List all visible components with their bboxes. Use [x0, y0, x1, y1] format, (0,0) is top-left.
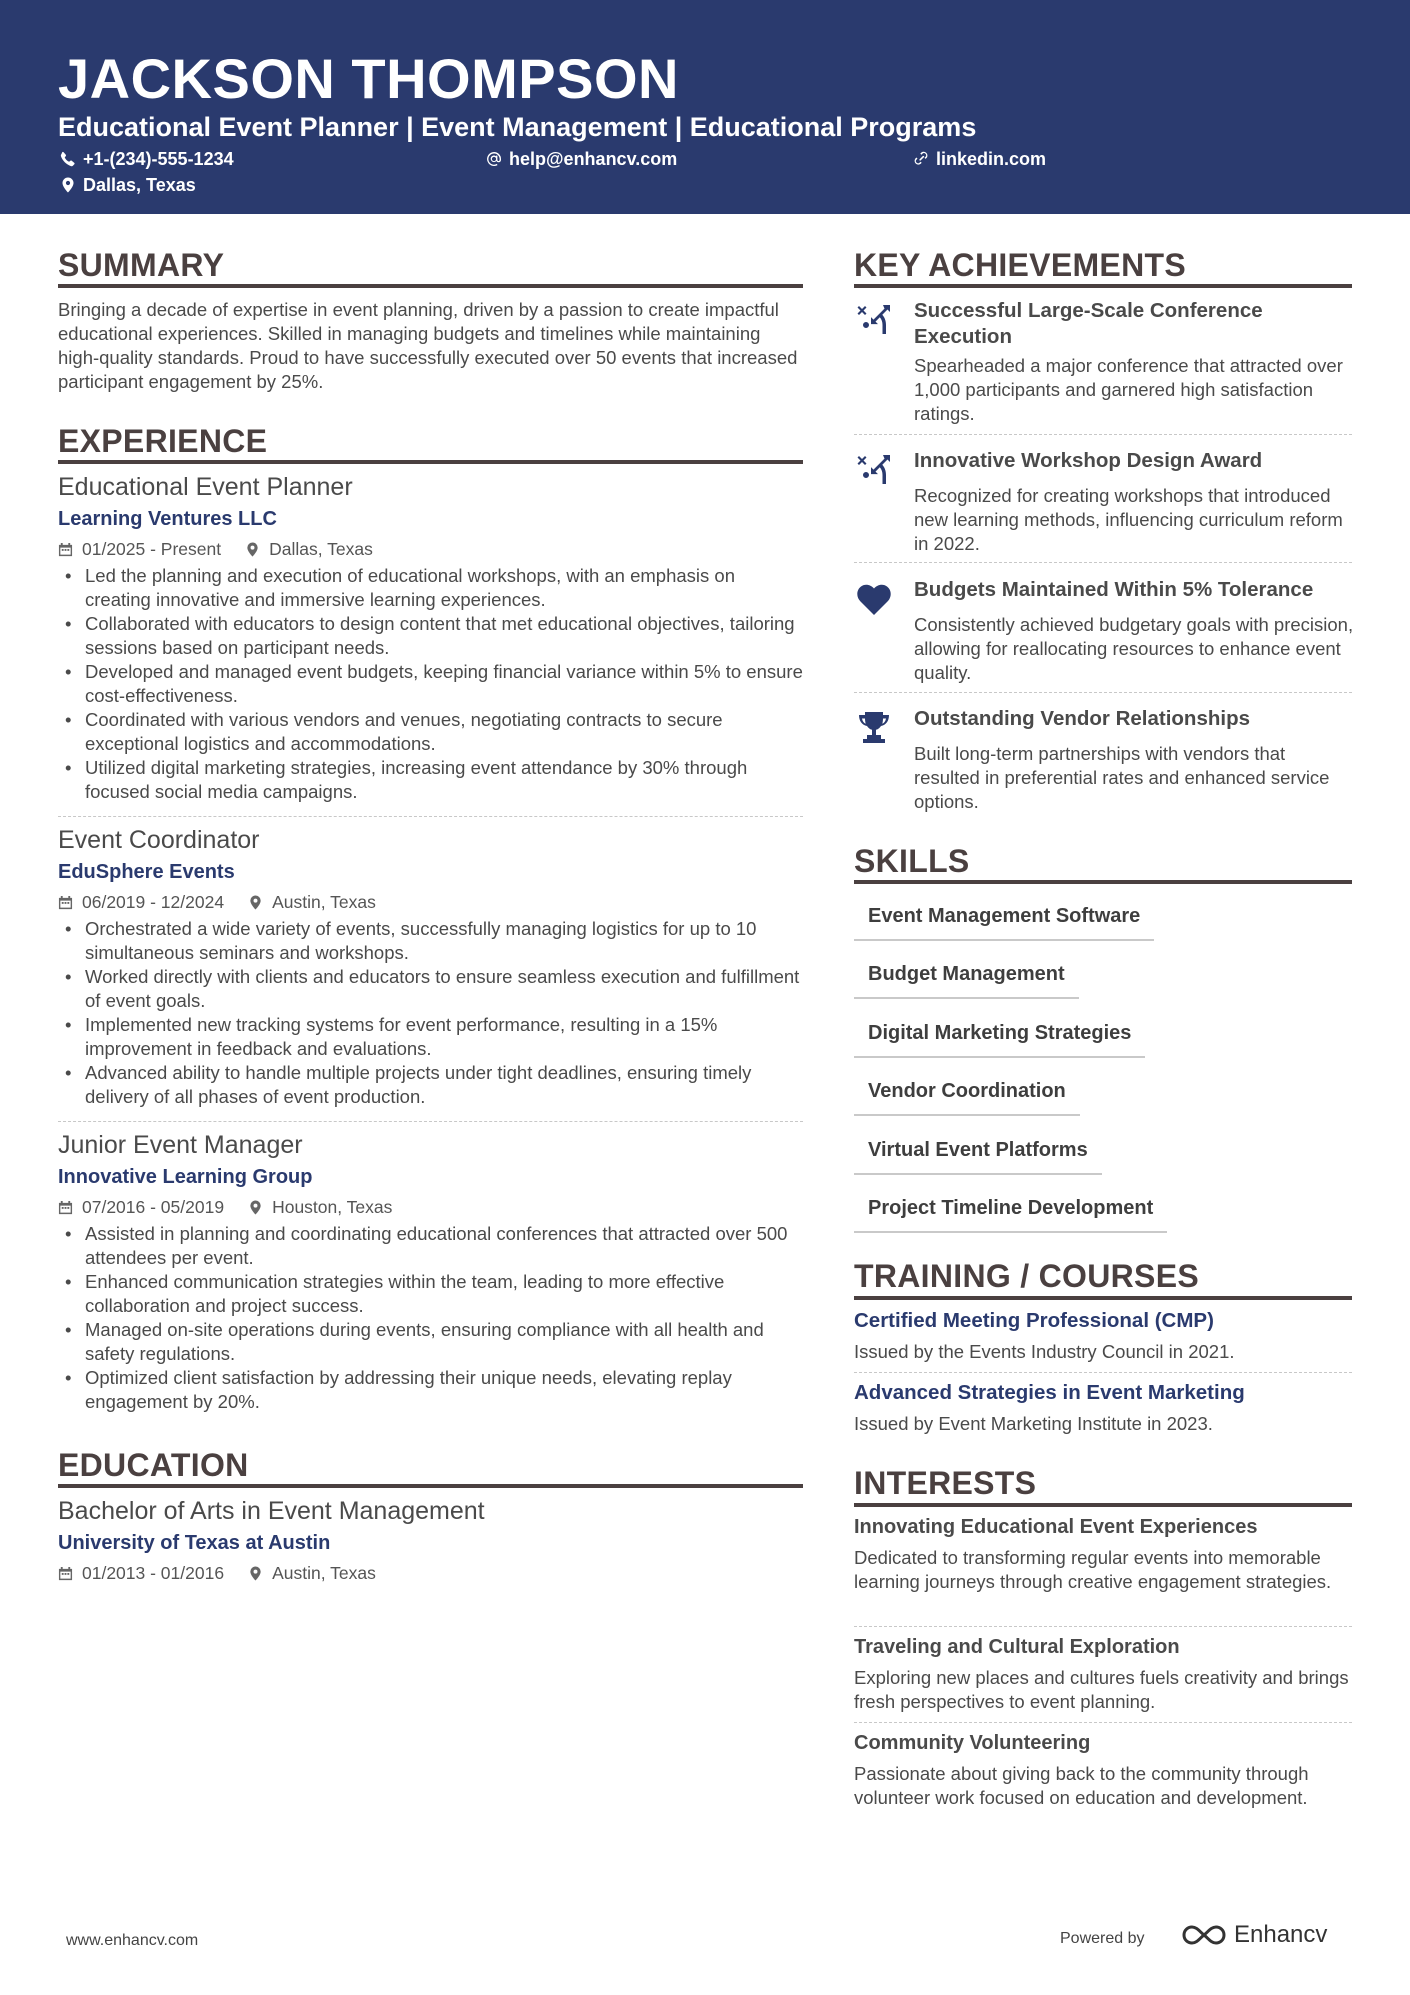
- achievement-item: [854, 577, 1354, 687]
- job-bullets: [58, 917, 803, 1109]
- interest-divider: [854, 1626, 1352, 1627]
- job-title: Educational Event Planner: [58, 473, 353, 501]
- education-heading: EDUCATION: [58, 1447, 249, 1483]
- achievement-item: [854, 298, 1354, 428]
- job-bullet: • Collaborated with educators to design content that met educational objectives, tailoring sessions based on participant needs.: [58, 612, 803, 660]
- location-text: Dallas, Texas: [83, 175, 196, 195]
- skill-tag: Budget Management: [854, 961, 1079, 999]
- education-dates: 01/2013 - 01/2016: [82, 1563, 225, 1583]
- job-bullet: • Developed and managed event budgets, keeping financial variance within 5% to ensure cost-effectiveness.: [58, 660, 803, 708]
- job-divider: [58, 816, 803, 817]
- interest-title: Community Volunteering: [854, 1732, 1091, 1754]
- achievement-desc: Built long-term partnerships with vendors that resulted in preferential rates and enhanced service options.: [914, 743, 1330, 812]
- achievement-divider: [854, 434, 1352, 435]
- job-location: Austin, Texas: [272, 892, 376, 912]
- summary-heading: SUMMARY: [58, 247, 225, 283]
- skill-tag: Event Management Software: [854, 903, 1154, 941]
- location-pin-icon: [248, 1566, 263, 1581]
- strategy-icon: [854, 300, 894, 340]
- achievement-divider: [854, 692, 1352, 693]
- job-bullet: • Orchestrated a wide variety of events, successfully managing logistics for up to 10 simultaneous seminars and workshops.: [58, 917, 803, 965]
- achievements-rule: [854, 284, 1352, 288]
- skills-rule: [854, 880, 1352, 884]
- experience-rule: [58, 460, 803, 464]
- job-bullet: • Optimized client satisfaction by addressing their unique needs, elevating replay engagement by 20%.: [58, 1366, 803, 1414]
- job-meta: [58, 538, 803, 560]
- achievement-desc: Consistently achieved budgetary goals with precision, allowing for reallocating resources to enhance event quality.: [914, 614, 1354, 683]
- phone-contact[interactable]: [60, 148, 234, 170]
- calendar-icon: [58, 1200, 73, 1215]
- job-meta: [58, 1196, 803, 1218]
- interests-rule: [854, 1503, 1352, 1507]
- at-icon: [486, 151, 502, 167]
- interest-title: Traveling and Cultural Exploration: [854, 1636, 1180, 1658]
- email-text: help@enhancv.com: [509, 149, 678, 169]
- job-bullet: • Led the planning and execution of educational workshops, with an emphasis on creating innovative and immersive learning experiences.: [58, 564, 803, 612]
- job-entry: [58, 472, 803, 804]
- interest-desc: Exploring new places and cultures fuels creativity and brings fresh perspectives to event planning.: [854, 1667, 1349, 1712]
- job-entry: [58, 1130, 803, 1414]
- calendar-icon: [58, 1566, 73, 1581]
- course-divider: [854, 1372, 1352, 1373]
- course-desc: Issued by Event Marketing Institute in 2023.: [854, 1413, 1213, 1434]
- skill-tag: Project Timeline Development: [854, 1195, 1167, 1233]
- job-company: Innovative Learning Group: [58, 1166, 313, 1188]
- achievement-divider: [854, 562, 1352, 563]
- education-rule: [58, 1484, 803, 1488]
- candidate-title: Educational Event Planner | Event Management | Educational Programs: [58, 112, 977, 142]
- experience-heading: EXPERIENCE: [58, 423, 268, 459]
- achievement-item: [854, 448, 1354, 558]
- interest-title: Innovating Educational Event Experiences: [854, 1516, 1258, 1538]
- summary-rule: [58, 284, 803, 288]
- enhancv-logo[interactable]: [1180, 1920, 1327, 1950]
- interest-desc: Passionate about giving back to the community through volunteer work focused on education and development.: [854, 1763, 1309, 1808]
- job-entry: [58, 825, 803, 1109]
- location-pin-icon: [60, 177, 76, 193]
- calendar-icon: [58, 542, 73, 557]
- education-location: Austin, Texas: [272, 1563, 376, 1583]
- heart-icon: [854, 579, 894, 619]
- achievement-item: [854, 706, 1354, 816]
- training-heading: TRAINING / COURSES: [854, 1258, 1199, 1294]
- phone-icon: [60, 151, 76, 167]
- location-pin-icon: [245, 542, 260, 557]
- interest-desc: Dedicated to transforming regular events into memorable learning journeys through creative engagement strategies.: [854, 1547, 1332, 1592]
- enhancv-logo-icon: [1180, 1920, 1228, 1950]
- job-company: Learning Ventures LLC: [58, 508, 277, 530]
- achievement-title: Budgets Maintained Within 5% Tolerance: [914, 578, 1314, 601]
- skill-tag: Digital Marketing Strategies: [854, 1020, 1145, 1058]
- training-rule: [854, 1296, 1352, 1300]
- job-location: Dallas, Texas: [269, 539, 373, 559]
- location-contact: [60, 174, 196, 196]
- job-bullets: [58, 1222, 803, 1414]
- skill-tag: Virtual Event Platforms: [854, 1137, 1102, 1175]
- job-bullet: • Implemented new tracking systems for event performance, resulting in a 15% improvement in feedback and evaluations.: [58, 1013, 803, 1061]
- job-dates: 06/2019 - 12/2024: [82, 892, 225, 912]
- interests-heading: INTERESTS: [854, 1465, 1037, 1501]
- course-title: Advanced Strategies in Event Marketing: [854, 1381, 1245, 1404]
- email-contact[interactable]: [486, 148, 677, 170]
- achievement-desc: Recognized for creating workshops that introduced new learning methods, influencing curriculum reform in 2022.: [914, 485, 1343, 554]
- job-bullet: • Enhanced communication strategies within the team, leading to more effective collaboration and project success.: [58, 1270, 803, 1318]
- footer-powered-by: Powered by: [1060, 1930, 1145, 1947]
- link-icon: [913, 151, 929, 167]
- skills-heading: SKILLS: [854, 843, 970, 879]
- job-title: Event Coordinator: [58, 826, 260, 854]
- job-divider: [58, 1121, 803, 1122]
- achievements-heading: KEY ACHIEVEMENTS: [854, 247, 1186, 283]
- job-bullet: • Advanced ability to handle multiple projects under tight deadlines, ensuring timely delivery of all phases of event production.: [58, 1061, 803, 1109]
- footer-website[interactable]: www.enhancv.com: [66, 1932, 199, 1949]
- job-company: EduSphere Events: [58, 861, 235, 883]
- job-bullet: • Coordinated with various vendors and venues, negotiating contracts to secure exceptional logistics and accommodations.: [58, 708, 803, 756]
- job-bullet: • Worked directly with clients and educators to ensure seamless execution and fulfillment of event goals.: [58, 965, 803, 1013]
- enhancv-brand: Enhancv: [1234, 1921, 1328, 1948]
- achievement-title: Successful Large-Scale Conference Execution: [914, 299, 1263, 348]
- resume-header: [0, 0, 1410, 214]
- job-dates: 07/2016 - 05/2019: [82, 1197, 225, 1217]
- job-bullet: • Assisted in planning and coordinating educational conferences that attracted over 500 attendees per event.: [58, 1222, 803, 1270]
- calendar-icon: [58, 895, 73, 910]
- course-title: Certified Meeting Professional (CMP): [854, 1309, 1214, 1332]
- skill-tag: Vendor Coordination: [854, 1078, 1080, 1116]
- achievement-desc: Spearheaded a major conference that attracted over 1,000 participants and garnered high satisfaction ratings.: [914, 355, 1343, 424]
- education-meta: [58, 1562, 803, 1584]
- job-bullet: • Utilized digital marketing strategies, increasing event attendance by 30% through focused social media campaigns.: [58, 756, 803, 804]
- job-title: Junior Event Manager: [58, 1131, 303, 1159]
- job-location: Houston, Texas: [272, 1197, 393, 1217]
- job-bullet: • Managed on-site operations during events, ensuring compliance with all health and safety regulations.: [58, 1318, 803, 1366]
- achievement-title: Innovative Workshop Design Award: [914, 449, 1263, 472]
- degree-title: Bachelor of Arts in Event Management: [58, 1497, 485, 1525]
- education-entry: [58, 1496, 803, 1584]
- job-dates: 01/2025 - Present: [82, 539, 222, 559]
- interest-divider: [854, 1722, 1352, 1723]
- location-pin-icon: [248, 1200, 263, 1215]
- phone-text: +1-(234)-555-1234: [83, 149, 234, 169]
- candidate-name: JACKSON THOMPSON: [58, 47, 679, 110]
- job-meta: [58, 891, 803, 913]
- achievement-title: Outstanding Vendor Relationships: [914, 707, 1250, 730]
- linkedin-text: linkedin.com: [936, 149, 1047, 169]
- location-pin-icon: [248, 895, 263, 910]
- course-desc: Issued by the Events Industry Council in 2021.: [854, 1341, 1235, 1362]
- strategy-icon: [854, 450, 894, 490]
- school-name: University of Texas at Austin: [58, 1532, 331, 1554]
- linkedin-contact[interactable]: [913, 148, 1046, 170]
- job-bullets: [58, 564, 803, 804]
- trophy-icon: [854, 708, 894, 748]
- summary-text: Bringing a decade of expertise in event planning, driven by a passion to create impactful educational experiences. Skilled in managing budgets and timelines while maintaining high-quality standards. Proud to have successfully executed over 50 events that increased participant engagement by 25%.: [58, 299, 798, 392]
